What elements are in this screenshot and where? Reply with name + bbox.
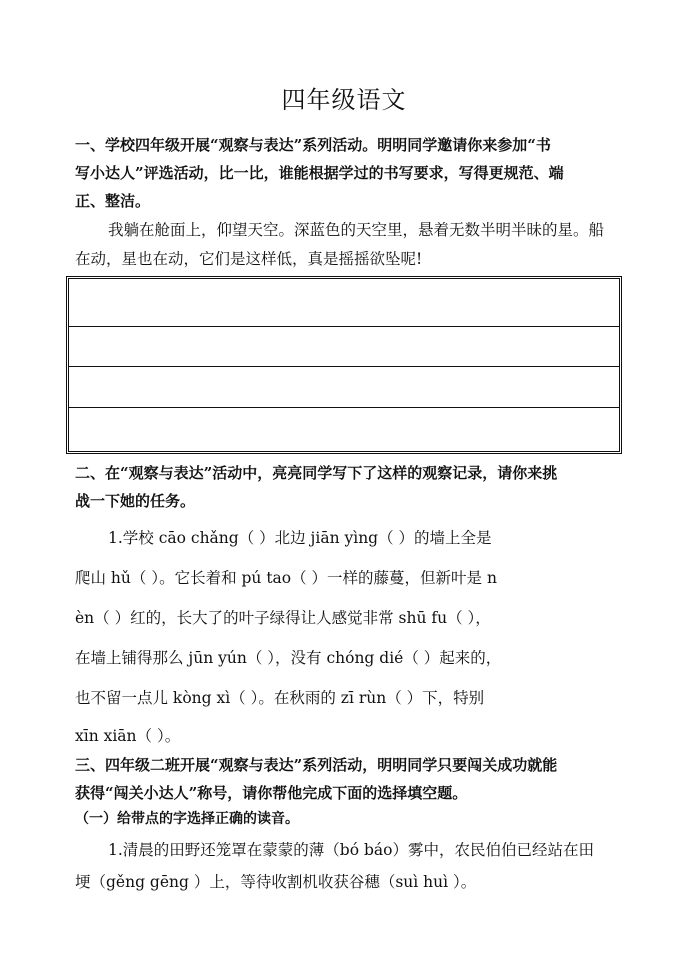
question-line: èn（ ）红的，长大了的叶子绿得让人感觉非常 shū fu（ ）， bbox=[75, 609, 491, 627]
section2-heading-line2: 战一下她的任务。 bbox=[75, 492, 196, 510]
section3-heading-line1: 三、四年级二班开展“观察与表达”系列活动，明明同学只要闯关成功就能 bbox=[75, 756, 558, 774]
question-line: 爬山 hǔ（ ）。它长着和 pú tao（ ）一样的藤蔓，但新叶是 n bbox=[75, 569, 497, 587]
section2-heading-line1: 二、在“观察与表达”活动中，亮亮同学写下了这样的观察记录，请你来挑 bbox=[75, 464, 558, 482]
passage-line2: 在动，星也在动，它们是这样低，真是摇摇欲坠呢! bbox=[75, 250, 423, 268]
question-line: 1.清晨的田野还笼罩在蒙蒙的薄（bó báo）雾中，农民伯伯已经站在田 bbox=[108, 841, 594, 859]
question-line: 1.学校 cāo chǎng（ ）北边 jiān yìng（ ）的墙上全是 bbox=[108, 529, 492, 547]
question-line: xīn xiān（ ）。 bbox=[75, 727, 181, 745]
section1-heading-line1: 一、学校四年级开展“观察与表达”系列活动。明明同学邀请你来参加“书 bbox=[75, 136, 551, 154]
section1-heading-line3: 正、整洁。 bbox=[75, 192, 151, 210]
subsection-heading: （一）给带点的字选择正确的读音。 bbox=[75, 811, 299, 827]
writing-grid-rule bbox=[69, 407, 619, 408]
question-line: 埂（gěng gēng ）上，等待收割机收获谷穗（suì huì ）。 bbox=[75, 873, 477, 891]
passage-line1: 我躺在舱面上，仰望天空。深蓝色的天空里，悬着无数半明半昧的星。船 bbox=[108, 221, 605, 239]
page-title: 四年级语文 bbox=[281, 86, 407, 114]
writing-grid-rule bbox=[69, 366, 619, 367]
question-line: 在墙上铺得那么 jūn yún（ ），没有 chóng dié（ ）起来的， bbox=[75, 649, 502, 667]
section3-heading-line2: 获得“闯关小达人”称号，请你帮他完成下面的选择填空题。 bbox=[75, 784, 468, 802]
question-line: 也不留一点儿 kòng xì（ ）。在秋雨的 zī rùn（ ）下，特别 bbox=[75, 689, 485, 707]
section1-heading-line2: 写小达人”评选活动，比一比，谁能根据学过的书写要求，写得更规范、端 bbox=[75, 164, 564, 182]
writing-grid-rule bbox=[69, 326, 619, 327]
writing-grid[interactable] bbox=[66, 276, 622, 454]
